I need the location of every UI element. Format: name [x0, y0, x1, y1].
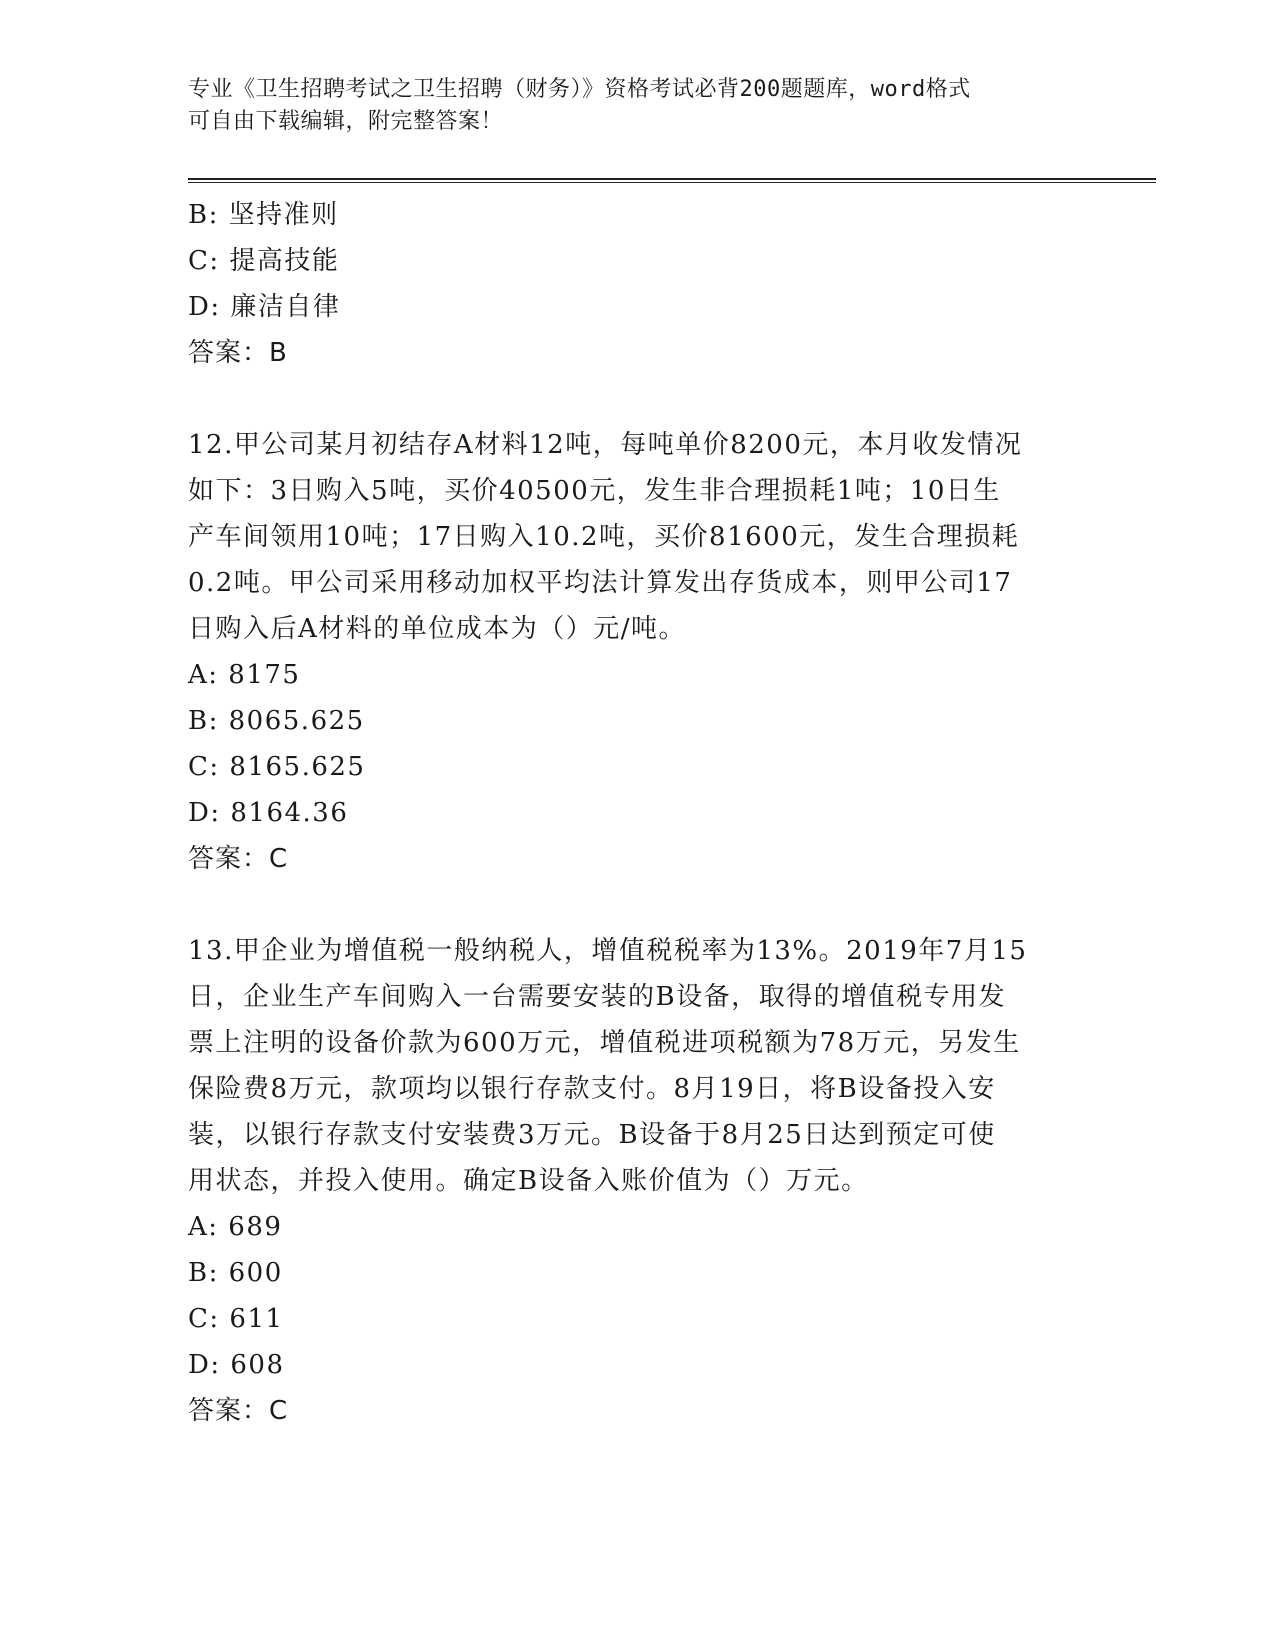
option-d: D: 8164.36: [188, 798, 349, 828]
option-c: C: 8165.625: [188, 752, 366, 782]
question-12-text-line: 如下：3日购入5吨，买价40500元，发生非合理损耗1吨；10日生: [188, 476, 1001, 506]
header-rule-thick: [188, 178, 1156, 180]
prev-question-block: [188, 192, 1088, 376]
question-13-block: [188, 928, 1088, 1434]
question-12-text-line: 日购入后A材料的单位成本为（）元/吨。: [188, 614, 687, 644]
question-12-text-line: 12.甲公司某月初结存A材料12吨，每吨单价8200元，本月收发情况: [188, 430, 1023, 460]
question-13-text-line: 13.甲企业为增值税一般纳税人，增值税税率为13%。2019年7月15: [188, 936, 1028, 966]
question-12-block: [188, 422, 1088, 882]
option-b: B: 8065.625: [188, 706, 365, 736]
option-b: B: 600: [188, 1258, 283, 1288]
document-header: [188, 74, 1088, 138]
question-12-text-line: 0.2吨。甲公司采用移动加权平均法计算发出存货成本，则甲公司17: [188, 568, 1013, 598]
question-content: [188, 192, 1088, 1434]
option-a: A: 8175: [188, 660, 301, 690]
question-13-text-line: 装，以银行存款支付安装费3万元。B设备于8月25日达到预定可使: [188, 1120, 996, 1150]
question-12-text-line: 产车间领用10吨；17日购入10.2吨，买价81600元，发生合理损耗: [188, 522, 1020, 552]
spacer: [188, 376, 1088, 422]
header-title-line-2: 可自由下载编辑，附完整答案！: [188, 109, 504, 134]
option-b: B: 坚持准则: [188, 200, 339, 230]
option-a: A: 689: [188, 1212, 283, 1242]
answer-line: 答案：C: [188, 1396, 289, 1426]
answer-line: 答案：B: [188, 338, 288, 368]
option-d: D: 608: [188, 1350, 285, 1380]
question-13-text-line: 票上注明的设备价款为600万元，增值税进项税额为78万元，另发生: [188, 1028, 1021, 1058]
header-rule-thin: [188, 182, 1156, 183]
header-title-line-1: 专业《卫生招聘考试之卫生招聘（财务）》资格考试必背200题题库，word格式: [188, 77, 971, 102]
option-c: C: 提高技能: [188, 246, 340, 276]
spacer: [188, 882, 1088, 928]
question-13-text-line: 用状态，并投入使用。确定B设备入账价值为（）万元。: [188, 1166, 869, 1196]
question-13-text-line: 日，企业生产车间购入一台需要安装的B设备，取得的增值税专用发: [188, 982, 1007, 1012]
answer-line: 答案：C: [188, 844, 289, 874]
option-c: C: 611: [188, 1304, 284, 1334]
option-d: D: 廉洁自律: [188, 292, 341, 322]
question-13-text-line: 保险费8万元，款项均以银行存款支付。8月19日，将B设备投入安: [188, 1074, 996, 1104]
